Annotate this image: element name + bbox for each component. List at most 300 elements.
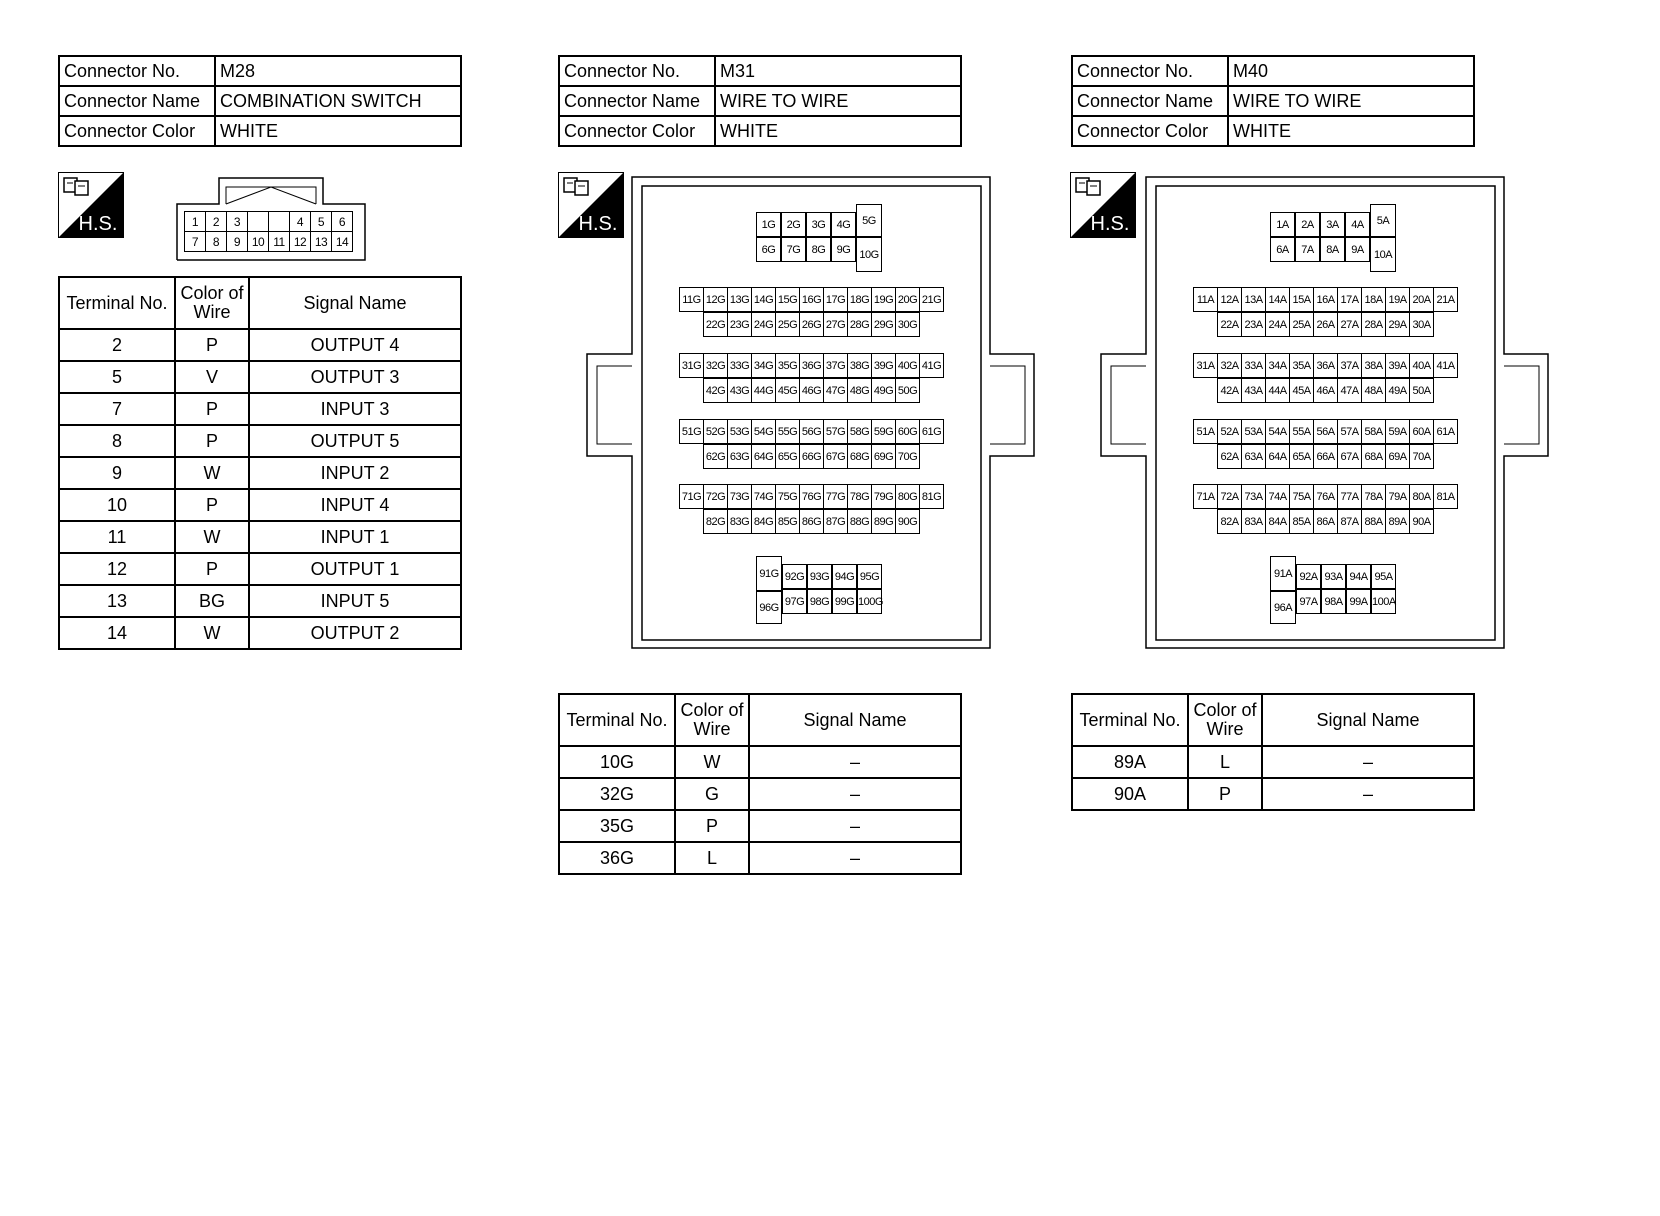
- pin-cell: 48A: [1361, 378, 1386, 403]
- pin-cell: 90A: [1409, 509, 1434, 534]
- table-row: [59, 553, 461, 585]
- pin-cell: 6G: [756, 237, 781, 262]
- pin-cell: 79A: [1385, 484, 1410, 509]
- pin-cell: 6: [331, 211, 353, 232]
- wire-color-cell: P: [175, 553, 249, 585]
- pin-cell: 49G: [871, 378, 896, 403]
- pin-cell: 51G: [679, 419, 704, 444]
- pin-cell: 54A: [1265, 419, 1290, 444]
- pin-cell: 65G: [775, 444, 800, 469]
- pin-cell: 53A: [1241, 419, 1266, 444]
- pin-cell: 70G: [895, 444, 920, 469]
- pin-cell: 15G: [775, 287, 800, 312]
- connector-color-value: WHITE: [1228, 116, 1474, 146]
- table-row: [59, 425, 461, 457]
- signal-name-cell: OUTPUT 5: [249, 425, 461, 457]
- pin-cell: 48G: [847, 378, 872, 403]
- pin-cell: 54G: [751, 419, 776, 444]
- pin-cell: 98G: [807, 589, 832, 614]
- pin-cell: 81A: [1433, 484, 1458, 509]
- pin-cell: 94A: [1346, 564, 1371, 589]
- pin-cell: 29A: [1385, 312, 1410, 337]
- terminal-no-cell: 35G: [559, 810, 675, 842]
- terminal-no-cell: 32G: [559, 778, 675, 810]
- pin-cell: 23G: [727, 312, 752, 337]
- pin-cell: 35A: [1289, 353, 1314, 378]
- pin-cell: 24A: [1265, 312, 1290, 337]
- terminal-no-cell: 7: [59, 393, 175, 425]
- pin-cell: 29G: [871, 312, 896, 337]
- terminal-no-cell: 2: [59, 329, 175, 361]
- pin-cell: 15A: [1289, 287, 1314, 312]
- hs-label: H.S.: [578, 213, 618, 235]
- pin-cell: 50G: [895, 378, 920, 403]
- pin-cell: 4: [289, 211, 311, 232]
- pin-cell: 2: [205, 211, 227, 232]
- pin-cell: 9G: [831, 237, 856, 262]
- pin-cell: 99G: [832, 589, 857, 614]
- pin-cell: 20G: [895, 287, 920, 312]
- pin-cell: 23A: [1241, 312, 1266, 337]
- pin-cell: 21A: [1433, 287, 1458, 312]
- table-row: [59, 521, 461, 553]
- pin-cell: 61A: [1433, 419, 1458, 444]
- pin-cell: 62A: [1217, 444, 1242, 469]
- pin-cell: 55A: [1289, 419, 1314, 444]
- terminal-no-cell: 10: [59, 489, 175, 521]
- signal-name-cell: –: [749, 842, 961, 874]
- pin-cell: 86G: [799, 509, 824, 534]
- pin-cell: 68A: [1361, 444, 1386, 469]
- terminal-no-cell: 8: [59, 425, 175, 457]
- pin-cell: 1: [184, 211, 206, 232]
- pin-cell: 91G: [756, 556, 782, 591]
- hs-label: H.S.: [1090, 213, 1130, 235]
- pin-cell: 97A: [1296, 589, 1321, 614]
- pin-cell: 33G: [727, 353, 752, 378]
- table-row: [59, 393, 461, 425]
- pin-cell: 43A: [1241, 378, 1266, 403]
- table-row: [559, 778, 961, 810]
- pin-cell: 89G: [871, 509, 896, 534]
- pin-cell: 40G: [895, 353, 920, 378]
- table-row: [1072, 778, 1474, 810]
- wire-color-cell: L: [1188, 746, 1262, 778]
- table-row: [59, 361, 461, 393]
- pin-cell: 65A: [1289, 444, 1314, 469]
- pin-cell: 22A: [1217, 312, 1242, 337]
- pin-cell: 75A: [1289, 484, 1314, 509]
- signal-name-cell: OUTPUT 1: [249, 553, 461, 585]
- pin-cell: [268, 211, 290, 232]
- table-row: [59, 617, 461, 649]
- pin-cell: 67G: [823, 444, 848, 469]
- connector-info-table-m28: [58, 55, 462, 147]
- pin-cell: 22G: [703, 312, 728, 337]
- signal-name-cell: INPUT 2: [249, 457, 461, 489]
- pin-cell: 47G: [823, 378, 848, 403]
- pin-cell: 80G: [895, 484, 920, 509]
- pin-cell: 2G: [781, 212, 806, 237]
- pin-cell: 11: [268, 231, 290, 252]
- connector-name-value: WIRE TO WIRE: [1228, 86, 1474, 116]
- harness-side-icon: [58, 172, 124, 238]
- terminal-no-cell: 12: [59, 553, 175, 585]
- wire-color-cell: W: [175, 521, 249, 553]
- connector-no-value: M31: [715, 56, 961, 86]
- terminal-no-cell: 5: [59, 361, 175, 393]
- signal-name-cell: INPUT 3: [249, 393, 461, 425]
- pin-cell: 33A: [1241, 353, 1266, 378]
- pin-cell: 13: [310, 231, 332, 252]
- pin-cell: 1G: [756, 212, 781, 237]
- color-of-wire-header: Color of Wire: [675, 694, 749, 746]
- table-row: [559, 842, 961, 874]
- pin-cell: 74G: [751, 484, 776, 509]
- pin-cell: 99A: [1346, 589, 1371, 614]
- wire-color-cell: P: [1188, 778, 1262, 810]
- pin-cell: 57A: [1337, 419, 1362, 444]
- pin-cell: 61G: [919, 419, 944, 444]
- pin-cell: 45A: [1289, 378, 1314, 403]
- signal-name-header: Signal Name: [749, 694, 961, 746]
- wire-color-cell: V: [175, 361, 249, 393]
- pin-cell: 31A: [1193, 353, 1218, 378]
- pin-cell: 8: [205, 231, 227, 252]
- connector-face-m40: [1100, 176, 1550, 650]
- pin-cell: 95A: [1371, 564, 1396, 589]
- pin-cell: 53G: [727, 419, 752, 444]
- pin-cell: 66G: [799, 444, 824, 469]
- pin-cell: 90G: [895, 509, 920, 534]
- pin-cell: 81G: [919, 484, 944, 509]
- terminal-no-header: Terminal No.: [59, 277, 175, 329]
- pin-cell: 30G: [895, 312, 920, 337]
- pin-cell: 37G: [823, 353, 848, 378]
- table-row: [1072, 746, 1474, 778]
- pin-cell: 63G: [727, 444, 752, 469]
- pin-cell: 76G: [799, 484, 824, 509]
- table-row: [559, 746, 961, 778]
- pin-cell: 83G: [727, 509, 752, 534]
- wire-color-cell: P: [675, 810, 749, 842]
- pin-cell: 19A: [1385, 287, 1410, 312]
- pin-cell: 17A: [1337, 287, 1362, 312]
- connector-no-label: Connector No.: [59, 56, 215, 86]
- pin-cell: 100A: [1371, 589, 1396, 614]
- connector-face-m28: [176, 177, 366, 261]
- pin-cell: 6A: [1270, 237, 1295, 262]
- color-of-wire-header: Color of Wire: [1188, 694, 1262, 746]
- wire-color-cell: P: [175, 393, 249, 425]
- color-of-wire-header: Color of Wire: [175, 277, 249, 329]
- pin-cell: 12G: [703, 287, 728, 312]
- signal-name-header: Signal Name: [1262, 694, 1474, 746]
- pin-cell: 89A: [1385, 509, 1410, 534]
- signal-name-cell: INPUT 4: [249, 489, 461, 521]
- wire-color-cell: W: [175, 457, 249, 489]
- pin-cell: 44A: [1265, 378, 1290, 403]
- pin-cell: 4G: [831, 212, 856, 237]
- pin-cell: 2A: [1295, 212, 1320, 237]
- pin-cell: 28A: [1361, 312, 1386, 337]
- pin-cell: 39A: [1385, 353, 1410, 378]
- pin-cell: 43G: [727, 378, 752, 403]
- pin-cell: 51A: [1193, 419, 1218, 444]
- terminal-no-cell: 13: [59, 585, 175, 617]
- connector-name-value: COMBINATION SWITCH: [215, 86, 461, 116]
- pin-cell: 96G: [756, 591, 782, 624]
- connector-name-label: Connector Name: [559, 86, 715, 116]
- pin-cell: 3: [226, 211, 248, 232]
- connector-name-label: Connector Name: [59, 86, 215, 116]
- pin-cell: 46A: [1313, 378, 1338, 403]
- pin-cell: 27A: [1337, 312, 1362, 337]
- pin-cell: 16G: [799, 287, 824, 312]
- pin-cell: 69A: [1385, 444, 1410, 469]
- pin-cell: 73G: [727, 484, 752, 509]
- pin-cell: 1A: [1270, 212, 1295, 237]
- pin-cell: 7: [184, 231, 206, 252]
- wire-color-cell: G: [675, 778, 749, 810]
- pin-cell: 25G: [775, 312, 800, 337]
- pin-cell: 40A: [1409, 353, 1434, 378]
- pin-cell: 85G: [775, 509, 800, 534]
- pin-cell: 36A: [1313, 353, 1338, 378]
- terminal-table-m31: [558, 693, 962, 875]
- pin-cell: 100G: [857, 589, 882, 614]
- terminal-no-header: Terminal No.: [559, 694, 675, 746]
- pin-cell: 5A: [1370, 204, 1396, 237]
- pin-cell: 27G: [823, 312, 848, 337]
- pin-cell: 49A: [1385, 378, 1410, 403]
- terminal-no-cell: 9: [59, 457, 175, 489]
- pin-cell: 75G: [775, 484, 800, 509]
- pin-cell: 26G: [799, 312, 824, 337]
- pin-cell: 25A: [1289, 312, 1314, 337]
- connector-color-label: Connector Color: [1072, 116, 1228, 146]
- pin-cell: 92G: [782, 564, 807, 589]
- pin-cell: 13G: [727, 287, 752, 312]
- pin-cell: 8A: [1320, 237, 1345, 262]
- pin-cell: 37A: [1337, 353, 1362, 378]
- pin-cell: 78A: [1361, 484, 1386, 509]
- pin-cell: 5G: [856, 204, 882, 237]
- pin-cell: 21G: [919, 287, 944, 312]
- pin-cell: 10A: [1370, 237, 1396, 272]
- pin-cell: 34G: [751, 353, 776, 378]
- connector-name-value: WIRE TO WIRE: [715, 86, 961, 116]
- pin-cell: 17G: [823, 287, 848, 312]
- pin-cell: 82G: [703, 509, 728, 534]
- pin-cell: 57G: [823, 419, 848, 444]
- pin-cell: 98A: [1321, 589, 1346, 614]
- pin-cell: 72G: [703, 484, 728, 509]
- pin-cell: 83A: [1241, 509, 1266, 534]
- pin-cell: 60G: [895, 419, 920, 444]
- connector-info-table-m40: [1071, 55, 1475, 147]
- terminal-table-m28: [58, 276, 462, 650]
- connector-color-value: WHITE: [715, 116, 961, 146]
- pin-cell: 52A: [1217, 419, 1242, 444]
- pin-cell: 24G: [751, 312, 776, 337]
- pin-cell: 42G: [703, 378, 728, 403]
- pin-cell: 36G: [799, 353, 824, 378]
- pin-cell: 12A: [1217, 287, 1242, 312]
- pin-cell: 41A: [1433, 353, 1458, 378]
- signal-name-cell: OUTPUT 3: [249, 361, 461, 393]
- pin-cell: 44G: [751, 378, 776, 403]
- pin-cell: 10G: [856, 237, 882, 272]
- pin-cell: 50A: [1409, 378, 1434, 403]
- pin-cell: 39G: [871, 353, 896, 378]
- hs-label: H.S.: [78, 213, 118, 235]
- pin-cell: 52G: [703, 419, 728, 444]
- pin-cell: 56A: [1313, 419, 1338, 444]
- connector-no-value: M28: [215, 56, 461, 86]
- signal-name-cell: –: [1262, 746, 1474, 778]
- pin-cell: 67A: [1337, 444, 1362, 469]
- pin-cell: 3A: [1320, 212, 1345, 237]
- pin-cell: 46G: [799, 378, 824, 403]
- terminal-no-header: Terminal No.: [1072, 694, 1188, 746]
- pin-cell: 11G: [679, 287, 704, 312]
- table-row: [559, 810, 961, 842]
- wire-color-cell: P: [175, 425, 249, 457]
- pin-cell: 20A: [1409, 287, 1434, 312]
- table-row: [59, 329, 461, 361]
- pin-cell: 45G: [775, 378, 800, 403]
- pin-cell: 19G: [871, 287, 896, 312]
- pin-cell: 34A: [1265, 353, 1290, 378]
- pin-cell: 96A: [1270, 591, 1296, 624]
- pin-cell: 14: [331, 231, 353, 252]
- connector-color-value: WHITE: [215, 116, 461, 146]
- pin-cell: 74A: [1265, 484, 1290, 509]
- pin-cell: 66A: [1313, 444, 1338, 469]
- pin-cell: 94G: [832, 564, 857, 589]
- pin-cell: 42A: [1217, 378, 1242, 403]
- signal-name-cell: INPUT 5: [249, 585, 461, 617]
- pin-cell: 55G: [775, 419, 800, 444]
- table-row: [59, 489, 461, 521]
- pin-cell: 38A: [1361, 353, 1386, 378]
- pin-cell: 9: [226, 231, 248, 252]
- pin-cell: 71A: [1193, 484, 1218, 509]
- pin-cell: 93G: [807, 564, 832, 589]
- pin-cell: 18G: [847, 287, 872, 312]
- signal-name-cell: –: [749, 746, 961, 778]
- pin-cell: 4A: [1345, 212, 1370, 237]
- pin-cell: 77A: [1337, 484, 1362, 509]
- pin-cell: 69G: [871, 444, 896, 469]
- table-row: [59, 585, 461, 617]
- pin-cell: 8G: [806, 237, 831, 262]
- pin-cell: 47A: [1337, 378, 1362, 403]
- pin-cell: 38G: [847, 353, 872, 378]
- pin-cell: 70A: [1409, 444, 1434, 469]
- pin-cell: 85A: [1289, 509, 1314, 534]
- pin-cell: 80A: [1409, 484, 1434, 509]
- pin-cell: 31G: [679, 353, 704, 378]
- pin-cell: 28G: [847, 312, 872, 337]
- pin-cell: 10: [247, 231, 269, 252]
- terminal-no-cell: 36G: [559, 842, 675, 874]
- pin-cell: 72A: [1217, 484, 1242, 509]
- wire-color-cell: BG: [175, 585, 249, 617]
- pin-cell: 84A: [1265, 509, 1290, 534]
- table-row: [59, 457, 461, 489]
- pin-cell: 59G: [871, 419, 896, 444]
- wire-color-cell: P: [175, 329, 249, 361]
- pin-cell: 86A: [1313, 509, 1338, 534]
- pin-cell: 7G: [781, 237, 806, 262]
- pin-cell: 13A: [1241, 287, 1266, 312]
- pin-cell: 82A: [1217, 509, 1242, 534]
- pin-cell: 91A: [1270, 556, 1296, 591]
- pin-cell: 62G: [703, 444, 728, 469]
- pin-cell: 71G: [679, 484, 704, 509]
- pin-cell: 41G: [919, 353, 944, 378]
- signal-name-cell: INPUT 1: [249, 521, 461, 553]
- wire-color-cell: L: [675, 842, 749, 874]
- signal-name-cell: –: [749, 810, 961, 842]
- pin-cell: 11A: [1193, 287, 1218, 312]
- connector-color-label: Connector Color: [59, 116, 215, 146]
- pin-cell: 14A: [1265, 287, 1290, 312]
- pin-cell: 93A: [1321, 564, 1346, 589]
- signal-name-cell: –: [749, 778, 961, 810]
- terminal-no-cell: 10G: [559, 746, 675, 778]
- pin-cell: 9A: [1345, 237, 1370, 262]
- connector-no-label: Connector No.: [1072, 56, 1228, 86]
- terminal-no-cell: 11: [59, 521, 175, 553]
- terminal-table-m40: [1071, 693, 1475, 811]
- pin-cell: 79G: [871, 484, 896, 509]
- signal-name-cell: OUTPUT 2: [249, 617, 461, 649]
- pin-cell: 88G: [847, 509, 872, 534]
- pin-cell: 87A: [1337, 509, 1362, 534]
- pin-cell: 97G: [782, 589, 807, 614]
- pin-cell: 92A: [1296, 564, 1321, 589]
- pin-cell: 56G: [799, 419, 824, 444]
- connector-no-value: M40: [1228, 56, 1474, 86]
- connector-info-table-m31: [558, 55, 962, 147]
- pin-cell: 64A: [1265, 444, 1290, 469]
- pin-cell: 32G: [703, 353, 728, 378]
- signal-name-cell: –: [1262, 778, 1474, 810]
- connector-face-m31: [586, 176, 1036, 650]
- pin-cell: [247, 211, 269, 232]
- pin-cell: 58G: [847, 419, 872, 444]
- pin-cell: 32A: [1217, 353, 1242, 378]
- connector-no-label: Connector No.: [559, 56, 715, 86]
- pin-cell: 58A: [1361, 419, 1386, 444]
- wire-color-cell: P: [175, 489, 249, 521]
- terminal-no-cell: 90A: [1072, 778, 1188, 810]
- wire-color-cell: W: [675, 746, 749, 778]
- pin-cell: 5: [310, 211, 332, 232]
- pin-cell: 60A: [1409, 419, 1434, 444]
- terminal-no-cell: 14: [59, 617, 175, 649]
- pin-cell: 35G: [775, 353, 800, 378]
- pin-cell: 18A: [1361, 287, 1386, 312]
- connector-color-label: Connector Color: [559, 116, 715, 146]
- pin-cell: 59A: [1385, 419, 1410, 444]
- pin-cell: 63A: [1241, 444, 1266, 469]
- pin-cell: 76A: [1313, 484, 1338, 509]
- pin-cell: 84G: [751, 509, 776, 534]
